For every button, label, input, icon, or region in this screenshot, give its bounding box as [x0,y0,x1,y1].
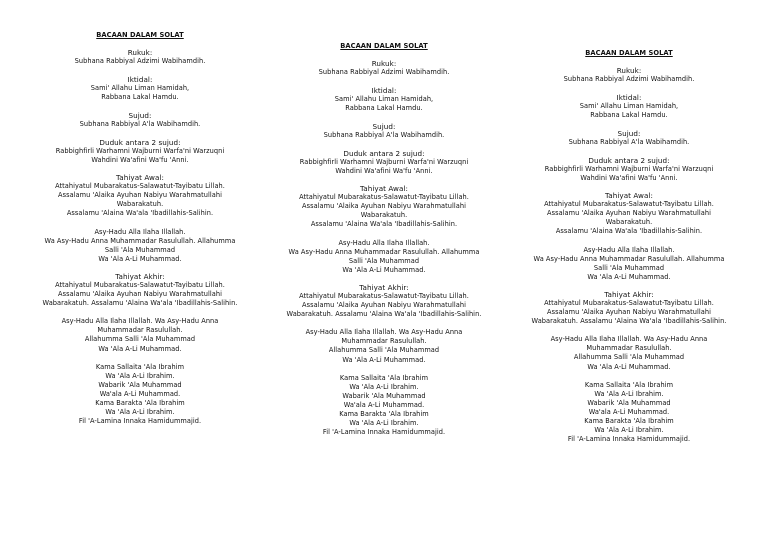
duduk-text: Wahdini Wa'afini Wa'fu 'Anni. [91,155,189,164]
duduk-text: Rabbighfirli Warhamni Wajburni Warfa'ni Warzuqni [299,157,469,166]
tahiyat-akhir-heading: Tahiyat Akhir: [115,271,165,281]
tahiyat-akhir-text: Wabarakatuh. Assalamu 'Alaina Wa'ala 'Ibadillahis-Salihin. [42,299,238,308]
selawat-ibrahimiyah: Fil 'A-Lamina Innaka Hamidummajid. [78,417,202,426]
tahiyat-akhir-text: Assalamu 'Alaika Ayuhan Nabiyu Warahmatullahi [302,301,466,310]
tahiyat-awal-syahadah: Wa 'Ala A-Li Muhammad. [587,272,671,281]
tahiyat-awal-syahadah: Asy-Hadu Alla Ilaha Illallah. [94,227,186,236]
tahiyat-akhir-text: Attahiyatul Mubarakatus-Salawatut-Tayibatu Lillah. [544,298,714,307]
tahiyat-akhir-syahadah: Muhammadar Rasulullah. [97,326,183,335]
tahiyat-akhir-syahadah: Wa 'Ala A-Li Muhammad. [587,362,671,371]
document-title: BACAAN DALAM SOLAT [585,49,673,57]
tahiyat-akhir-heading: Tahiyat Akhir: [604,289,654,299]
tahiyat-awal-text: Assalamu 'Alaika Ayuhan Nabiyu Warahmatullahi [547,209,711,218]
duduk-heading: Duduk antara 2 sujud: [588,155,670,165]
selawat-ibrahimiyah: Kama Barakta 'Ala Ibrahim [339,410,429,418]
selawat-ibrahimiyah: Wa'ala A-Li Muhammad. [588,407,670,416]
rukuk-heading: Rukuk: [127,48,153,58]
iktidal-heading: Iktidal: [371,86,397,96]
tahiyat-awal-syahadah: Salli 'Ala Muhammad [593,263,665,272]
selawat-ibrahimiyah: Kama Sallaita 'Ala Ibrahim [339,373,429,382]
duduk-heading: Duduk antara 2 sujud: [99,137,181,147]
selawat-ibrahimiyah: Wa 'Ala A-Li Ibrahim. [349,382,419,391]
tahiyat-awal-text: Assalamu 'Alaika Ayuhan Nabiyu Warahmatullahi [302,202,466,211]
tahiyat-awal-syahadah: Asy-Hadu Alla Ilaha Illallah. [583,245,675,254]
sujud-heading: Sujud: [128,110,152,120]
tahiyat-awal-text: Wabarakatuh. [360,211,408,220]
tahiyat-akhir-syahadah: Muhammadar Rasulullah. [586,344,672,353]
document-title: BACAAN DALAM SOLAT [340,42,428,50]
tahiyat-awal-text: Attahiyatul Mubarakatus-Salawatut-Tayibatu Lillah. [544,200,714,209]
tahiyat-akhir-syahadah: Asy-Hadu Alla Ilaha Illallah. Wa Asy-Hadu Anna [550,335,708,344]
duduk-heading: Duduk antara 2 sujud: [343,148,425,158]
tahiyat-awal-syahadah: Wa Asy-Hadu Anna Muhammadar Rasulullah. Allahumma [44,236,236,245]
selawat-ibrahimiyah: Fil 'A-Lamina Innaka Hamidummajid. [567,435,691,444]
rukuk-heading: Rukuk: [616,66,642,76]
selawat-ibrahimiyah: Wa'ala A-Li Muhammad. [99,389,181,398]
rukuk-text: Subhana Rabbiyal Adzimi Wabihamdih. [74,57,206,66]
tahiyat-akhir-text: Attahiyatul Mubarakatus-Salawatut-Tayibatu Lillah. [299,291,469,300]
iktidal-text: Rabbana Lakal Hamdu. [590,111,668,120]
iktidal-text: Rabbana Lakal Hamdu. [101,93,179,102]
tahiyat-akhir-text: Assalamu 'Alaika Ayuhan Nabiyu Warahmatullahi [547,308,711,317]
tahiyat-akhir-syahadah: Allahumma Salli 'Ala Muhammad [328,346,440,355]
selawat-ibrahimiyah: Wabarik 'Ala Muhammad [98,380,182,389]
tahiyat-akhir-syahadah: Allahumma Salli 'Ala Muhammad [84,335,196,344]
iktidal-text: Rabbana Lakal Hamdu. [345,104,423,113]
tahiyat-awal-text: Assalamu 'Alaika Ayuhan Nabiyu Warahmatullahi [58,191,222,200]
iktidal-heading: Iktidal: [127,75,153,85]
selawat-ibrahimiyah: Wabarik 'Ala Muhammad [587,398,671,407]
duduk-text: Rabbighfirli Warhamni Wajburni Warfa'ni Warzuqni [55,146,225,155]
tahiyat-akhir-text: Wabarakatuh. Assalamu 'Alaina Wa'ala 'Ibadillahis-Salihin. [286,310,482,319]
selawat-ibrahimiyah: Wa 'Ala A-Li Ibrahim. [105,371,175,380]
rukuk-text: Subhana Rabbiyal Adzimi Wabihamdih. [563,75,695,84]
tahiyat-awal-heading: Tahiyat Awal: [360,184,408,194]
prayer-sheet-1 [22,31,258,426]
iktidal-text: Sami' Allahu Liman Hamidah, [90,84,190,93]
tahiyat-awal-text: Assalamu 'Alaina Wa'ala 'Ibadillahis-Salihin. [66,209,214,218]
tahiyat-akhir-heading: Tahiyat Akhir: [359,282,409,292]
rukuk-heading: Rukuk: [371,59,397,69]
duduk-text: Wahdini Wa'afini Wa'fu 'Anni. [580,173,678,182]
sujud-text: Subhana Rabbiyal A'la Wabihamdih. [323,130,445,139]
sujud-text: Subhana Rabbiyal A'la Wabihamdih. [568,137,690,146]
selawat-ibrahimiyah: Wa 'Ala A-Li Ibrahim. [349,419,419,428]
prayer-sheet-2 [266,42,502,437]
tahiyat-awal-text: Assalamu 'Alaina Wa'ala 'Ibadillahis-Salihin. [310,220,458,229]
iktidal-text: Sami' Allahu Liman Hamidah, [334,95,434,104]
tahiyat-awal-text: Assalamu 'Alaina Wa'ala 'Ibadillahis-Salihin. [555,227,703,236]
tahiyat-akhir-text: Wabarakatuh. Assalamu 'Alaina Wa'ala 'Ibadillahis-Salihin. [531,317,727,326]
tahiyat-awal-text: Attahiyatul Mubarakatus-Salawatut-Tayibatu Lillah. [299,193,469,202]
tahiyat-awal-text: Attahiyatul Mubarakatus-Salawatut-Tayibatu Lillah. [55,182,225,191]
iktidal-heading: Iktidal: [616,93,642,103]
selawat-ibrahimiyah: Kama Sallaita 'Ala Ibrahim [95,362,185,371]
tahiyat-akhir-syahadah: Asy-Hadu Alla Ilaha Illallah. Wa Asy-Hadu Anna [305,328,463,337]
tahiyat-akhir-syahadah: Muhammadar Rasulullah. [341,337,427,346]
tahiyat-awal-heading: Tahiyat Awal: [605,191,653,201]
tahiyat-awal-syahadah: Wa Asy-Hadu Anna Muhammadar Rasulullah. Allahumma [533,254,725,263]
sujud-heading: Sujud: [372,121,396,131]
selawat-ibrahimiyah: Kama Sallaita 'Ala Ibrahim [584,380,674,389]
tahiyat-awal-syahadah: Wa 'Ala A-Li Muhammad. [98,254,182,263]
tahiyat-awal-syahadah: Wa Asy-Hadu Anna Muhammadar Rasulullah. Allahumma [288,247,480,256]
tahiyat-awal-syahadah: Asy-Hadu Alla Ilaha Illallah. [338,238,430,247]
prayer-sheet-3 [511,49,747,444]
selawat-ibrahimiyah: Wa 'Ala A-Li Ibrahim. [594,389,664,398]
tahiyat-awal-syahadah: Salli 'Ala Muhammad [104,245,176,254]
rukuk-text: Subhana Rabbiyal Adzimi Wabihamdih. [318,68,450,77]
tahiyat-awal-heading: Tahiyat Awal: [116,173,164,183]
tahiyat-akhir-text: Attahiyatul Mubarakatus-Salawatut-Tayibatu Lillah. [55,280,225,289]
tahiyat-awal-syahadah: Wa 'Ala A-Li Muhammad. [342,265,426,274]
iktidal-text: Sami' Allahu Liman Hamidah, [579,102,679,111]
tahiyat-akhir-syahadah: Wa 'Ala A-Li Muhammad. [342,355,426,364]
tahiyat-akhir-text: Assalamu 'Alaika Ayuhan Nabiyu Warahmatullahi [58,290,222,299]
tahiyat-awal-text: Wabarakatuh. [605,218,653,227]
selawat-ibrahimiyah: Kama Barakta 'Ala Ibrahim [584,417,674,425]
duduk-text: Rabbighfirli Warhamni Wajburni Warfa'ni Warzuqni [544,164,714,173]
sujud-text: Subhana Rabbiyal A'la Wabihamdih. [79,119,201,128]
selawat-ibrahimiyah: Wa'ala A-Li Muhammad. [343,400,425,409]
tahiyat-akhir-syahadah: Wa 'Ala A-Li Muhammad. [98,344,182,353]
selawat-ibrahimiyah: Fil 'A-Lamina Innaka Hamidummajid. [322,428,446,437]
selawat-ibrahimiyah: Wa 'Ala A-Li Ibrahim. [594,426,664,435]
selawat-ibrahimiyah: Wabarik 'Ala Muhammad [342,391,426,400]
selawat-ibrahimiyah: Wa 'Ala A-Li Ibrahim. [105,408,175,417]
tahiyat-akhir-syahadah: Asy-Hadu Alla Ilaha Illallah. Wa Asy-Hadu Anna [61,317,219,326]
tahiyat-awal-syahadah: Salli 'Ala Muhammad [348,256,420,265]
tahiyat-awal-text: Wabarakatuh. [116,200,164,209]
tahiyat-akhir-syahadah: Allahumma Salli 'Ala Muhammad [573,353,685,362]
document-title: BACAAN DALAM SOLAT [96,31,184,39]
sujud-heading: Sujud: [617,128,641,138]
selawat-ibrahimiyah: Kama Barakta 'Ala Ibrahim [95,399,185,407]
duduk-text: Wahdini Wa'afini Wa'fu 'Anni. [335,166,433,175]
